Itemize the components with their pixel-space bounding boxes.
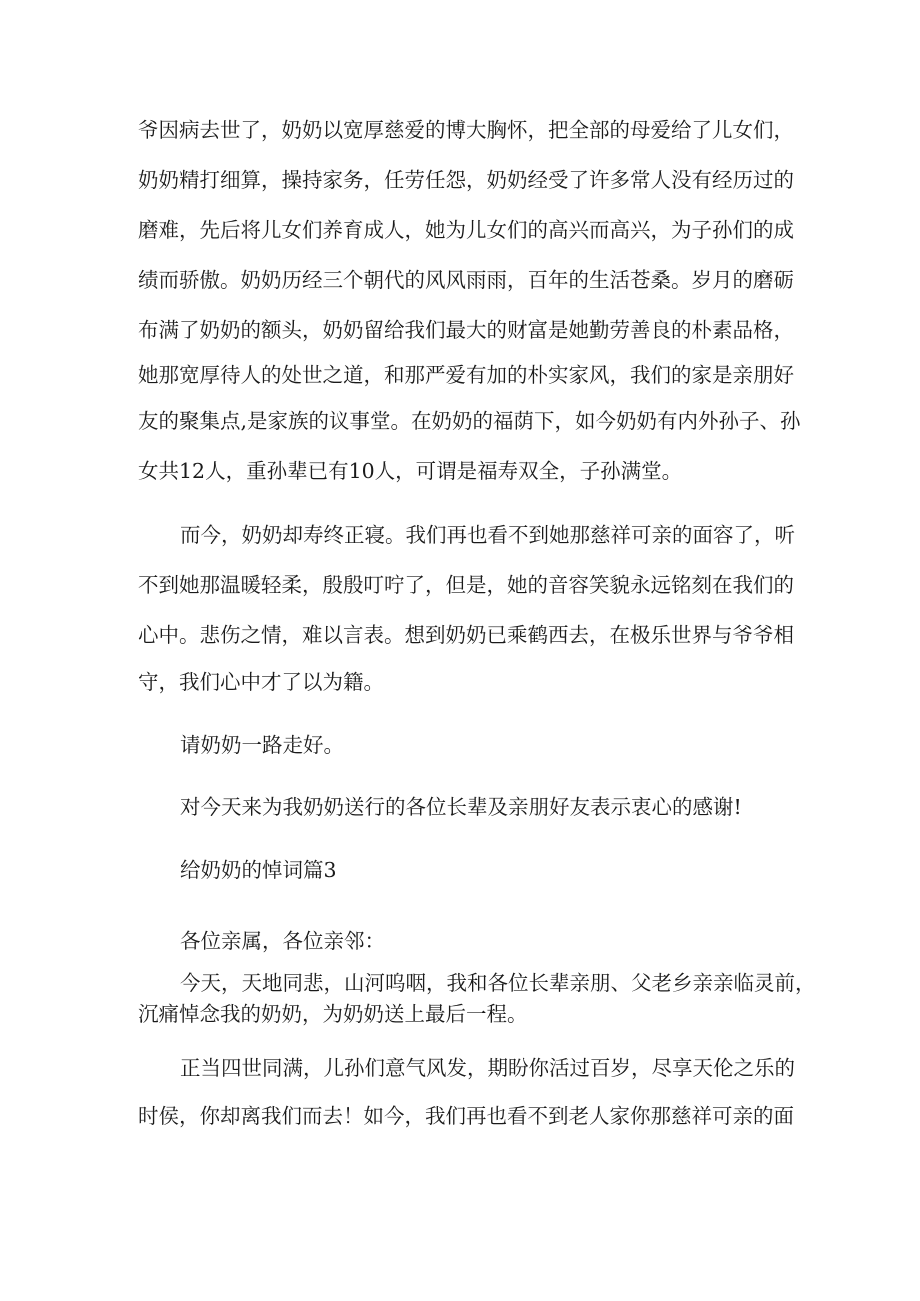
paragraph-3: 请奶奶一路走好。 bbox=[180, 733, 344, 757]
text-line: 她那宽厚待人的处世之道，和那严爱有加的朴实家风，我们的家是亲朋好 bbox=[138, 363, 794, 387]
text-line: 沉痛悼念我的奶奶，为奶奶送上最后一程。 bbox=[138, 1002, 528, 1026]
text-line: 女共12人，重孙辈已有10人，可谓是福寿双全，子孙满堂。 bbox=[138, 459, 683, 483]
text-line: 磨难，先后将儿女们养育成人，她为儿女们的高兴而高兴，为子孙们的成 bbox=[138, 218, 794, 242]
text-line: 友的聚集点,是家族的议事堂。在奶奶的福荫下，如今奶奶有内外孙子、孙 bbox=[138, 409, 801, 433]
text-line: 守，我们心中才了以为籍。 bbox=[138, 670, 384, 694]
salutation: 各位亲属，各位亲邻： bbox=[180, 929, 385, 953]
text-line: 布满了奶奶的额头，奶奶留给我们最大的财富是她勤劳善良的朴素品格， bbox=[138, 318, 794, 342]
text-line: 时侯，你却离我们而去！如今，我们再也看不到老人家你那慈祥可亲的面 bbox=[138, 1104, 794, 1128]
text-line: 今天，天地同悲，山河呜咽，我和各位长辈亲朋、父老乡亲亲临灵前， bbox=[180, 971, 816, 995]
text-line: 奶奶精打细算，操持家务，任劳任怨，奶奶经受了许多常人没有经历过的 bbox=[138, 168, 794, 192]
text-line: 心中。悲伤之情，难以言表。想到奶奶已乘鹤西去，在极乐世界与爷爷相 bbox=[138, 623, 794, 647]
text-line: 绩而骄傲。奶奶历经三个朝代的风风雨雨，百年的生活苍桑。岁月的磨砺 bbox=[138, 268, 794, 292]
section-heading: 给奶奶的悼词篇3 bbox=[180, 858, 337, 882]
text-line: 爷因病去世了，奶奶以宽厚慈爱的博大胸怀，把全部的母爱给了儿女们， bbox=[138, 118, 794, 142]
text-line: 而今，奶奶却寿终正寝。我们再也看不到她那慈祥可亲的面容了，听 bbox=[180, 523, 795, 547]
text-line: 正当四世同满，儿孙们意气风发，期盼你活过百岁，尽享天伦之乐的 bbox=[180, 1056, 795, 1080]
paragraph-4: 对今天来为我奶奶送行的各位长辈及亲朋好友表示衷心的感谢! bbox=[180, 795, 742, 819]
text-line: 不到她那温暖轻柔，殷殷叮咛了，但是，她的音容笑貌永远铭刻在我们的 bbox=[138, 573, 794, 597]
